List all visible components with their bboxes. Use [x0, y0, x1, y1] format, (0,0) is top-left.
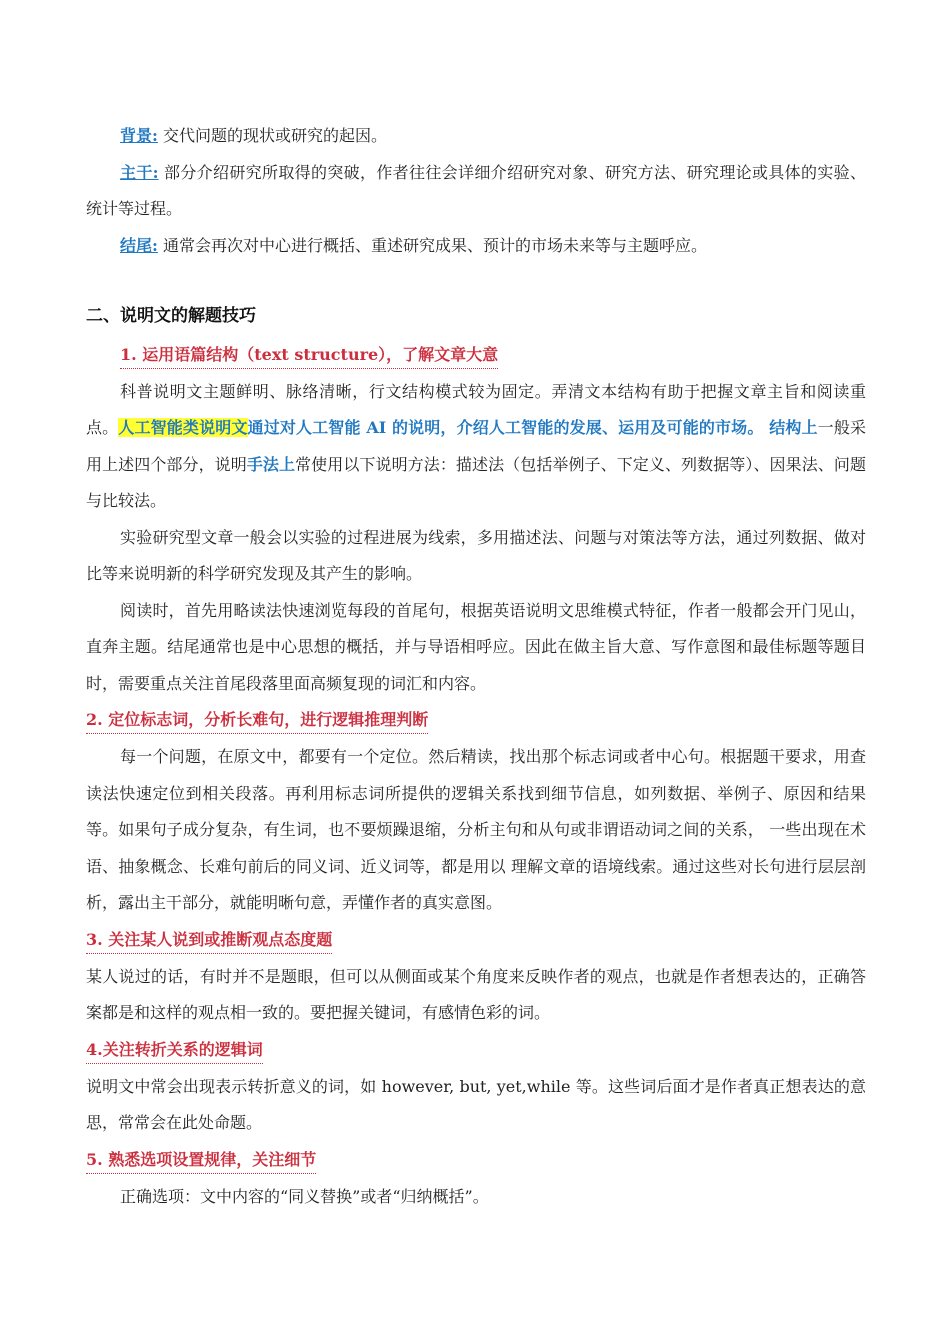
ai-description: 通过对人工智能 AI 的说明，介绍人工智能的发展、运用及可能的市场。	[247, 418, 764, 437]
subheading-3: 3. 关注某人说到或推断观点态度题	[86, 927, 332, 954]
body-label: 主干:	[120, 162, 159, 182]
s1-p1-text-b: 一般采用上述四个部分，说明	[86, 418, 866, 474]
subheading-5: 5. 熟悉选项设置规律，关注细节	[86, 1147, 316, 1174]
s4-paragraph-1: 说明文中常会出现表示转折意义的词，如 however, but, yet,while 等。这些词后面才是作者真正想表达的意思，常常会在此处命题。	[86, 1076, 866, 1132]
s1-p1-text-a: 科普说明文主题鲜明、脉络清晰，行文结构模式较为固定。弄清文本结构有助于把握文章主旨和阅读重点。	[86, 381, 866, 437]
subheading-2: 2. 定位标志词，分析长难句，进行逻辑推理判断	[86, 707, 428, 734]
method-keyword: 手法上	[246, 454, 296, 474]
ending-paragraph	[86, 228, 866, 265]
s5-paragraph-1: 正确选项：文中内容的“同义替换”或者“归纳概括”。	[120, 1186, 489, 1206]
body-text: 部分介绍研究所取得的突破，作者往往会详细介绍研究对象、研究方法、研究理论或具体的实验、统计等过程。	[86, 162, 866, 218]
s3-paragraph-1: 某人说过的话，有时并不是题眼，但可以从侧面或某个角度来反映作者的观点，也就是作者想表达的，正确答案都是和这样的观点相一致的。要把握关键词，有感情色彩的词。	[86, 966, 866, 1022]
s1-paragraph-2: 实验研究型文章一般会以实验的过程进展为线索，多用描述法、问题与对策法等方法，通过列数据、做对比等来说明新的科学研究发现及其产生的影响。	[86, 527, 866, 583]
section-title: 二、说明文的解题技巧	[86, 306, 256, 326]
s1-paragraph-1	[86, 374, 866, 520]
subheading-1: 1. 运用语篇结构（text structure），了解文章大意	[120, 342, 498, 369]
body-paragraph	[86, 155, 866, 228]
structure-keyword: 结构上	[763, 418, 818, 437]
ending-label: 结尾:	[120, 235, 158, 255]
subheading-4: 4.关注转折关系的逻辑词	[86, 1037, 263, 1064]
background-text: 交代问题的现状或研究的起因。	[157, 126, 388, 145]
ending-text: 通常会再次对中心进行概括、重述研究成果、预计的市场未来等与主题呼应。	[157, 235, 708, 255]
s1-paragraph-3: 阅读时，首先用略读法快速浏览每段的首尾句，根据英语说明文思维模式特征，作者一般都会开门见山，直奔主题。结尾通常也是中心思想的概括，并与导语相呼应。因此在做主旨大意、写作意图和最佳标题等题目时，需要重点关注首尾段落里面高频复现的词汇和内容。	[86, 600, 866, 693]
s1-p1-text-c: 常使用以下说明方法：描述法（包括举例子、下定义、列数据等）、因果法、问题与比较法。	[86, 454, 866, 510]
background-label: 背景:	[120, 126, 158, 145]
background-paragraph	[86, 118, 866, 155]
ai-highlight: 人工智能类说明文	[118, 418, 248, 437]
s2-paragraph-1: 每一个问题，在原文中，都要有一个定位。然后精读，找出那个标志词或者中心句。根据题干要求，用查读法快速定位到相关段落。再利用标志词所提供的逻辑关系找到细节信息，如列数据、举例子、原因和结果等。如果句子成分复杂，有生词，也不要烦躁退缩，分析主句和从句或非谓语动词之间的关系， 一些出现在术语、抽象概念、长难句前后的同义词、近义词等，都是用以 理解文章的语境线索。通过这些对长句进行层层剖析，露出主干部分，就能明晰句意，弄懂作者的真实意图。	[86, 747, 866, 912]
document-content	[86, 118, 866, 1215]
